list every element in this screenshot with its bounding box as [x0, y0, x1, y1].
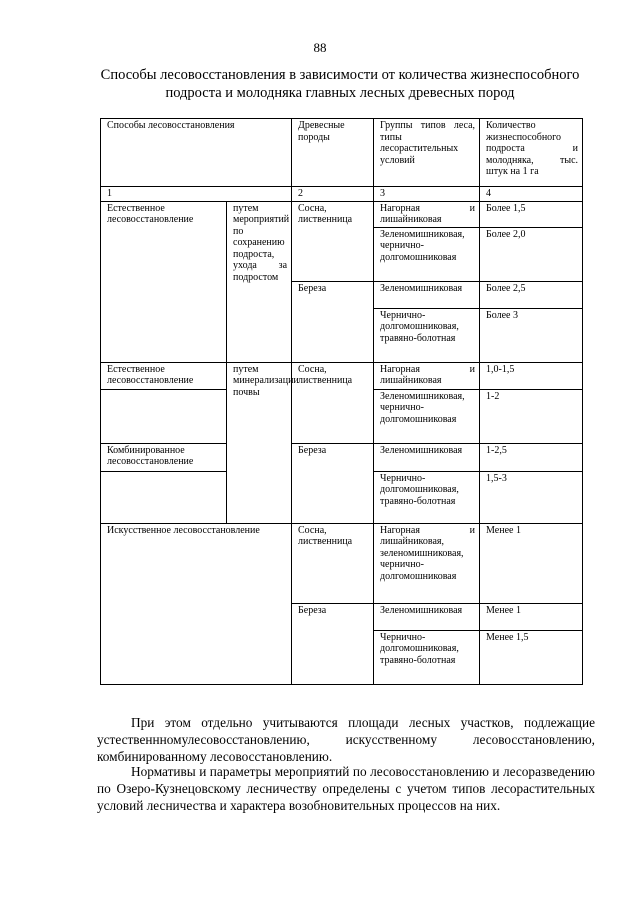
- forest-group: Зеленомишниковая: [374, 603, 480, 630]
- measure-mineralization: путем минерализации почвы: [227, 362, 292, 523]
- forest-group: Нагорная и лишайниковая: [374, 201, 480, 227]
- quantity-value: Более 1,5: [480, 201, 583, 227]
- species-pine-larch: Сосна, лиственница: [292, 362, 374, 443]
- table-row: [101, 362, 583, 389]
- table-row: [101, 443, 583, 471]
- title-line-2: подроста и молодняка главных лесных древесных пород: [165, 85, 515, 101]
- col-number-3: 3: [374, 187, 480, 202]
- page-title: [80, 66, 600, 102]
- reforestation-table: [100, 118, 583, 685]
- quantity-value: Менее 1,5: [480, 630, 583, 684]
- quantity-value: 1,0-1,5: [480, 362, 583, 389]
- column-number-row: [101, 187, 583, 202]
- paragraph-areas: При этом отдельно учитываются площади лесных участков, подлежащие устественнномулесовосстановлению, искусственному лесовосстановлению, комбинированному лесовосстановлению.: [97, 715, 595, 764]
- empty-cell: [101, 471, 227, 523]
- forest-group: Чернично-долгомошниковая, травяно-болотная: [374, 471, 480, 523]
- species-pine-larch: Сосна, лиственница: [292, 201, 374, 281]
- title-line-1: Способы лесовосстановления в зависимости от количества жизнеспособного: [100, 67, 580, 83]
- method-artificial: Искусственное лесовосстановление: [101, 523, 292, 684]
- quantity-value: Более 2,5: [480, 281, 583, 308]
- forest-group: Зеленомишниковая, чернично-долгомошниковая: [374, 227, 480, 281]
- quantity-value: 1-2: [480, 389, 583, 443]
- quantity-value: 1,5-3: [480, 471, 583, 523]
- method-natural-preservation: Естественное лесовосстановление: [101, 201, 227, 362]
- col-number-1: 1: [101, 187, 292, 202]
- header-groups: Группы типов леса, типы лесорастительных условий: [374, 119, 480, 187]
- method-natural-mineralization: Естественное лесовосстановление: [101, 362, 227, 389]
- forest-group: Чернично-долгомошниковая, травяно-болотная: [374, 308, 480, 362]
- forest-group: Зеленомишниковая: [374, 281, 480, 308]
- species-birch: Береза: [292, 443, 374, 523]
- forest-group: Чернично-долгомошниковая, травяно-болотная: [374, 630, 480, 684]
- table-row: [101, 201, 583, 227]
- header-quantity: Количество жизнеспособного подроста и молодняка, тыс. штук на 1 га: [480, 119, 583, 187]
- measure-preservation: путем мероприятий по сохранению подроста, ухода за подростом: [227, 201, 292, 362]
- quantity-value: 1-2,5: [480, 443, 583, 471]
- species-birch: Береза: [292, 281, 374, 362]
- empty-cell: [101, 389, 227, 443]
- forest-group: Зеленомишниковая, чернично-долгомошниковая: [374, 389, 480, 443]
- quantity-value: Менее 1: [480, 603, 583, 630]
- header-species: Древесные породы: [292, 119, 374, 187]
- table-header-row: [101, 119, 583, 187]
- forest-group: Нагорная и лишайниковая, зеленомишниковая, чернично-долгомошниковая: [374, 523, 480, 603]
- quantity-value: Более 3: [480, 308, 583, 362]
- page-number: 88: [313, 40, 327, 55]
- table-row: [101, 523, 583, 603]
- species-pine-larch: Сосна, лиственница: [292, 523, 374, 603]
- forest-group: Нагорная и лишайниковая: [374, 362, 480, 389]
- paragraph-norms: Нормативы и параметры мероприятий по лесовосстановлению и лесоразведению по Озеро-Кузнецовскому лесничеству определены с учетом типов лесорастительных условий лесничества и характера возобновительных процессов на них.: [97, 764, 595, 813]
- header-methods: Способы лесовосстановления: [101, 119, 292, 187]
- col-number-4: 4: [480, 187, 583, 202]
- quantity-value: Менее 1: [480, 523, 583, 603]
- species-birch: Береза: [292, 603, 374, 684]
- col-number-2: 2: [292, 187, 374, 202]
- method-combined: Комбинированное лесовосстановление: [101, 443, 227, 471]
- forest-group: Зеленомишниковая: [374, 443, 480, 471]
- quantity-value: Более 2,0: [480, 227, 583, 281]
